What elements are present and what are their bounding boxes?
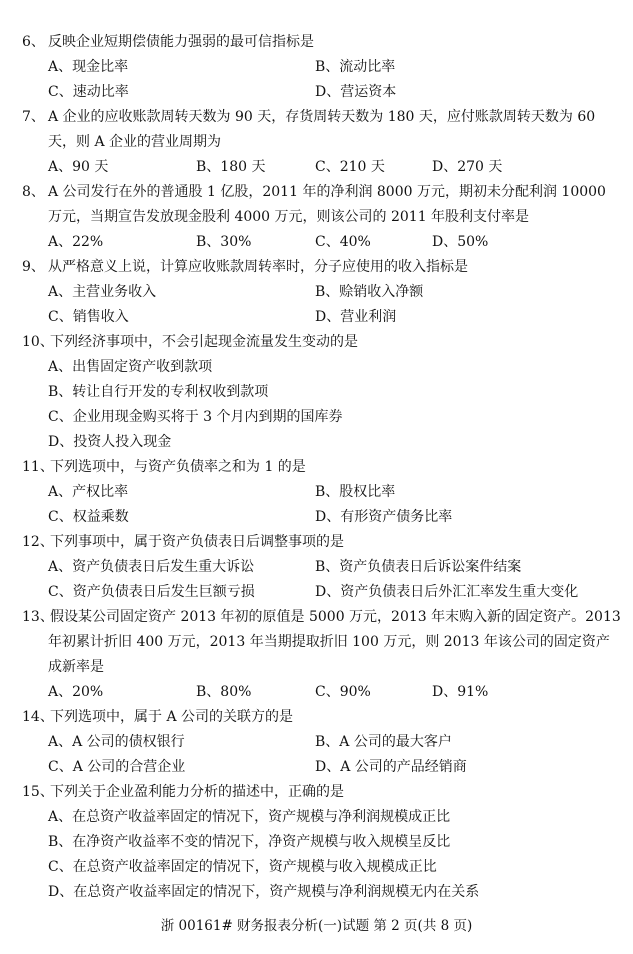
option-c: C、40% — [315, 234, 371, 250]
option-c: C、销售收入 — [48, 309, 129, 325]
option-b: B、股权比率 — [315, 484, 396, 500]
option-d: D、50% — [432, 234, 489, 250]
option-d: D、投资人投入现金 — [48, 434, 172, 450]
option-d: D、270 天 — [432, 159, 503, 175]
question-stem: 从严格意义上说，计算应收账款周转率时，分子应使用的收入指标是 — [48, 259, 468, 275]
question-number: 15、 — [22, 784, 54, 800]
option-c: C、速动比率 — [48, 84, 129, 100]
option-d: D、营运资本 — [315, 84, 397, 100]
option-b: B、A 公司的最大客户 — [315, 734, 452, 750]
option-a: A、现金比率 — [48, 59, 129, 75]
option-a: A、产权比率 — [48, 484, 129, 500]
option-b: B、80% — [196, 684, 252, 700]
question-number: 12、 — [22, 534, 54, 550]
option-a: A、A 公司的债权银行 — [48, 734, 185, 750]
option-a: A、20% — [48, 684, 104, 700]
option-d: D、在总资产收益率固定的情况下，资产规模与净利润规模无内在关系 — [48, 884, 480, 900]
option-b: B、资产负债表日后诉讼案件结案 — [315, 559, 522, 575]
question-number: 6、 — [22, 34, 45, 50]
option-c: C、在总资产收益率固定的情况下，资产规模与收入规模成正比 — [48, 859, 437, 875]
option-d: D、有形资产债务比率 — [315, 509, 453, 525]
option-d: D、营业利润 — [315, 309, 397, 325]
option-a: A、资产负债表日后发生重大诉讼 — [48, 559, 255, 575]
page-footer: 浙 00161# 财务报表分析(一)试题 第 2 页(共 8 页) — [160, 918, 473, 934]
option-c: C、A 公司的合营企业 — [48, 759, 186, 775]
option-b: B、180 天 — [196, 159, 266, 175]
option-a: A、22% — [48, 234, 104, 250]
question-stem: 下列选项中，与资产负债率之和为 1 的是 — [50, 459, 306, 475]
option-a: A、在总资产收益率固定的情况下，资产规模与净利润规模成正比 — [48, 809, 451, 825]
question-number: 10、 — [22, 334, 54, 350]
question-number: 14、 — [22, 709, 54, 725]
question-stem: 假设某公司固定资产 2013 年初的原值是 5000 万元，2013 年末购入新的固定资产。2013 — [50, 609, 621, 625]
question-stem: A 公司发行在外的普通股 1 亿股，2011 年的净利润 8000 万元，期初未分配利润 10000 — [48, 184, 606, 200]
option-b: B、在净资产收益率不变的情况下，净资产规模与收入规模呈反比 — [48, 834, 451, 850]
question-stem: 成新率是 — [48, 659, 104, 675]
option-a: A、90 天 — [48, 159, 109, 175]
question-stem: 天，则 A 企业的营业周期为 — [48, 134, 222, 150]
question-number: 11、 — [22, 459, 54, 475]
question-number: 7、 — [22, 109, 45, 125]
question-stem: 下列事项中，属于资产负债表日后调整事项的是 — [50, 534, 344, 550]
option-b: B、流动比率 — [315, 59, 396, 75]
option-c: C、资产负债表日后发生巨额亏损 — [48, 584, 255, 600]
option-d: D、A 公司的产品经销商 — [315, 759, 467, 775]
option-a: A、主营业务收入 — [48, 284, 157, 300]
option-c: C、210 天 — [315, 159, 385, 175]
option-d: D、91% — [432, 684, 489, 700]
question-stem: A 企业的应收账款周转天数为 90 天，存货周转天数为 180 天，应付账款周转天数为 60 — [48, 109, 596, 125]
question-stem: 下列选项中，属于 A 公司的关联方的是 — [50, 709, 294, 725]
option-b: B、30% — [196, 234, 252, 250]
option-b: B、赊销收入净额 — [315, 284, 424, 300]
option-d: D、资产负债表日后外汇汇率发生重大变化 — [315, 584, 579, 600]
option-c: C、权益乘数 — [48, 509, 129, 525]
option-c: C、企业用现金购买将于 3 个月内到期的国库券 — [48, 409, 343, 425]
question-number: 8、 — [22, 184, 45, 200]
question-stem: 下列经济事项中，不会引起现金流量发生变动的是 — [50, 334, 358, 350]
option-b: B、转让自行开发的专利权收到款项 — [48, 384, 269, 400]
question-stem: 下列关于企业盈利能力分析的描述中，正确的是 — [50, 784, 344, 800]
question-number: 13、 — [22, 609, 54, 625]
question-number: 9、 — [22, 259, 45, 275]
question-stem: 年初累计折旧 400 万元，2013 年当期提取折旧 100 万元，则 2013 年该公司的固定资产 — [48, 634, 610, 650]
question-stem: 万元，当期宣告发放现金股利 4000 万元，则该公司的 2011 年股利支付率是 — [48, 209, 530, 225]
question-stem: 反映企业短期偿债能力强弱的最可信指标是 — [48, 34, 314, 50]
option-c: C、90% — [315, 684, 371, 700]
option-a: A、出售固定资产收到款项 — [48, 359, 213, 375]
